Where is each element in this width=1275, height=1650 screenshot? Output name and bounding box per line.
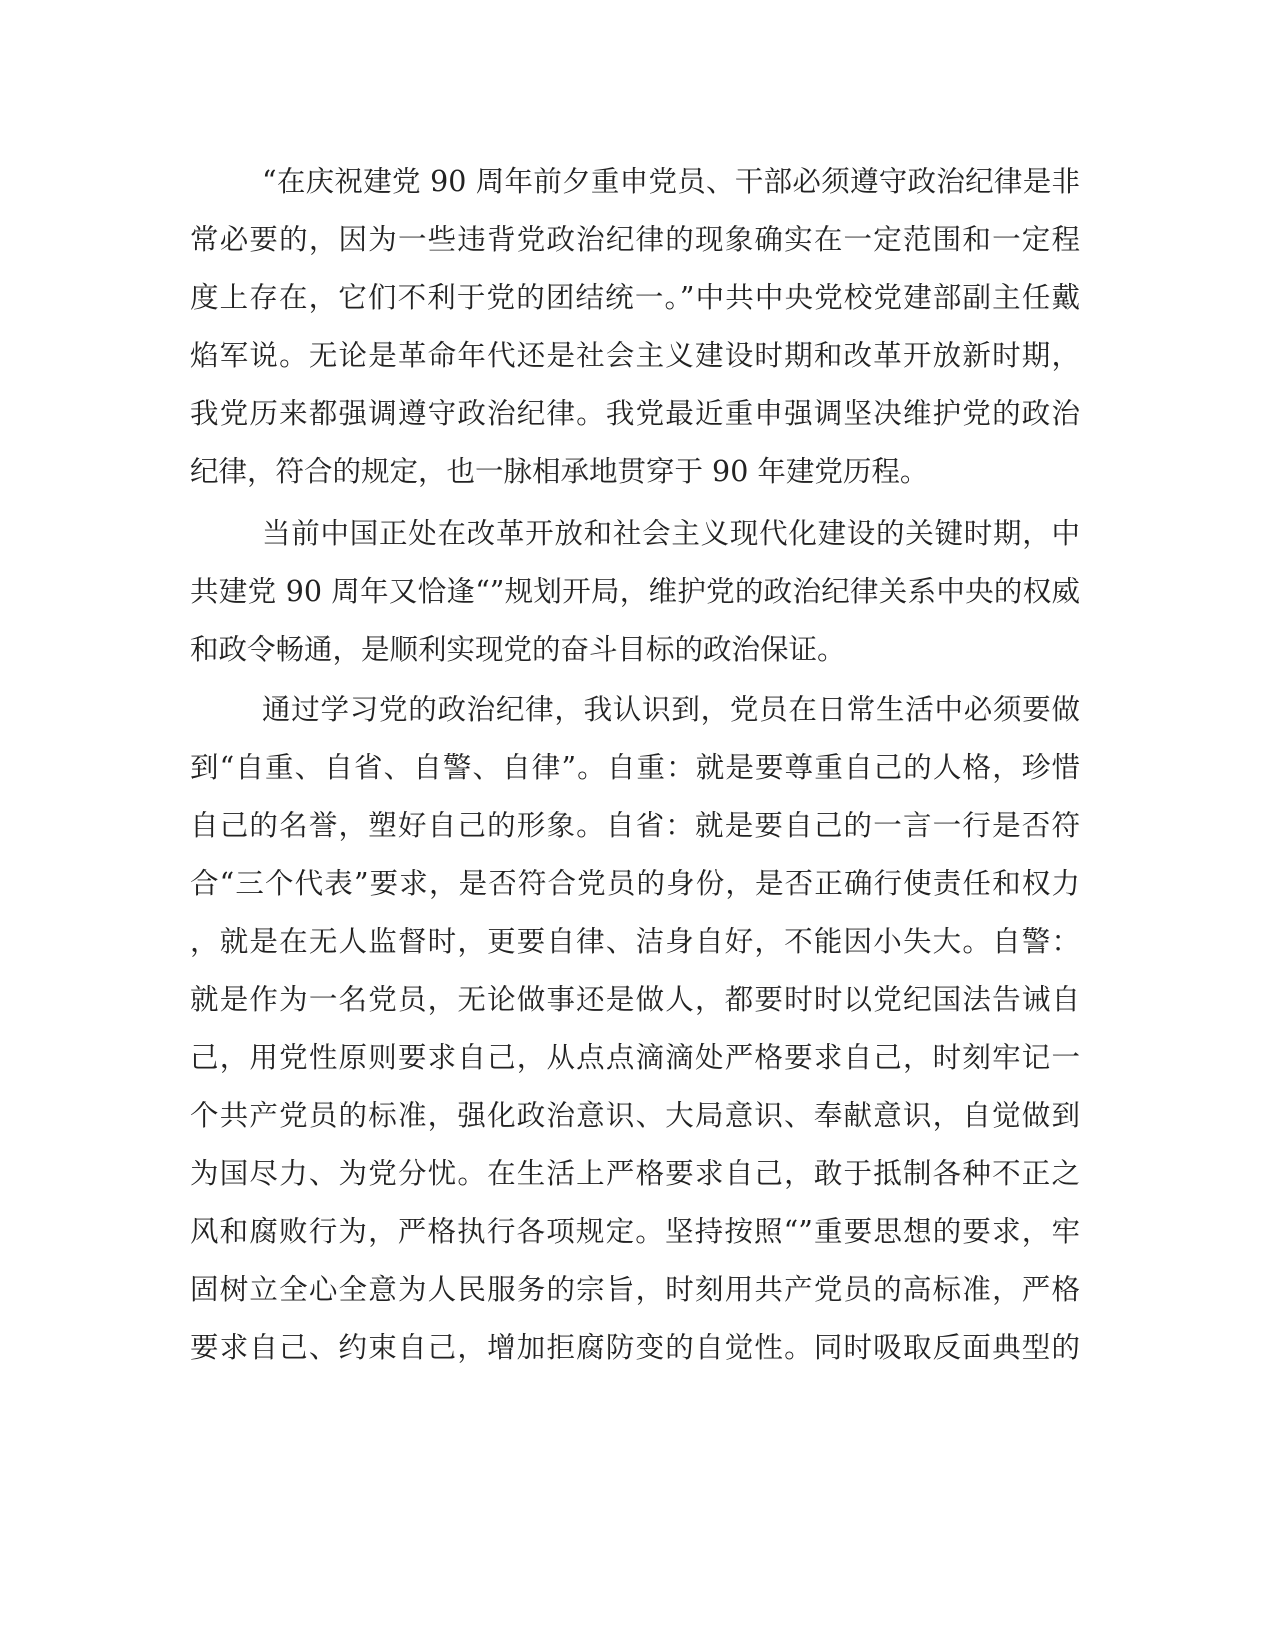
paragraph-3-line-11: 固树立全心全意为人民服务的宗旨，时刻用共产党员的高标准，严格 (190, 1273, 1080, 1306)
paragraph-3-line-2: 到“自重、自省、自警、自律”。自重：就是要尊重自己的人格，珍惜 (190, 751, 1080, 784)
paragraph-3-line-7: 己，用党性原则要求自己，从点点滴滴处严格要求自己，时刻牢记一 (190, 1041, 1080, 1074)
paragraph-3-line-3: 自己的名誉，塑好自己的形象。自省：就是要自己的一言一行是否符 (190, 809, 1080, 842)
paragraph-3-line-1: 通过学习党的政治纪律，我认识到，党员在日常生活中必须要做 (262, 693, 1080, 726)
paragraph-3-line-5: ，就是在无人监督时，更要自律、洁身自好，不能因小失大。自警： (190, 925, 1080, 958)
paragraph-1-line-6: 纪律，符合的规定，也一脉相承地贯穿于 90 年建党历程。 (190, 455, 929, 488)
paragraph-2-line-2: 共建党 90 周年又恰逢“”规划开局，维护党的政治纪律关系中央的权威 (190, 575, 1080, 608)
paragraph-3-line-12: 要求自己、约束自己，增加拒腐防变的自觉性。同时吸取反面典型的 (190, 1331, 1080, 1364)
paragraph-1-line-5: 我党历来都强调遵守政治纪律。我党最近重申强调坚决维护党的政治 (190, 397, 1080, 430)
paragraph-3-line-10: 风和腐败行为，严格执行各项规定。坚持按照“”重要思想的要求，牢 (190, 1215, 1080, 1248)
paragraph-1-line-2: 常必要的，因为一些违背党政治纪律的现象确实在一定范围和一定程 (190, 223, 1080, 256)
paragraph-3-line-4: 合“三个代表”要求，是否符合党员的身份，是否正确行使责任和权力 (190, 867, 1080, 900)
paragraph-1-line-4: 焰军说。无论是革命年代还是社会主义建设时期和改革开放新时期， (190, 339, 1080, 372)
paragraph-2-line-3: 和政令畅通，是顺利实现党的奋斗目标的政治保证。 (190, 633, 846, 666)
paragraph-3-line-9: 为国尽力、为党分忧。在生活上严格要求自己，敢于抵制各种不正之 (190, 1157, 1080, 1190)
paragraph-3-line-8: 个共产党员的标准，强化政治意识、大局意识、奉献意识，自觉做到 (190, 1099, 1080, 1132)
paragraph-3-line-6: 就是作为一名党员，无论做事还是做人，都要时时以党纪国法告诫自 (190, 983, 1080, 1016)
paragraph-1-line-1: “在庆祝建党 90 周年前夕重申党员、干部必须遵守政治纪律是非 (262, 165, 1080, 198)
paragraph-2-line-1: 当前中国正处在改革开放和社会主义现代化建设的关键时期，中 (262, 517, 1080, 550)
paragraph-1-line-3: 度上存在，它们不利于党的团结统一。”中共中央党校党建部副主任戴 (190, 281, 1080, 314)
